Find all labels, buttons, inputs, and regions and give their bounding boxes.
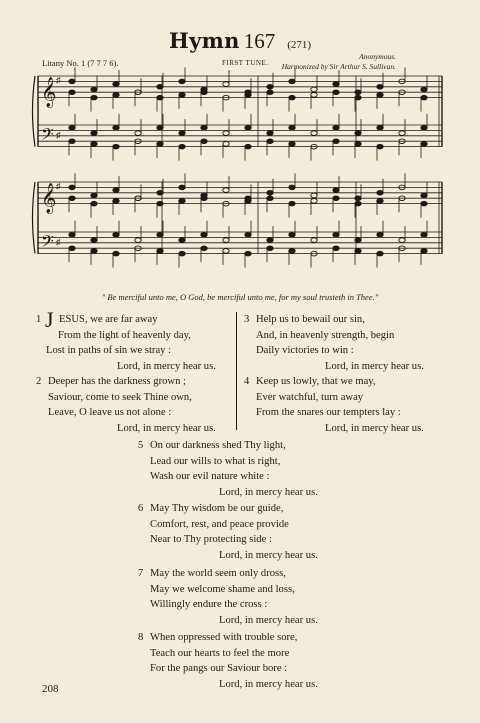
note (135, 131, 141, 136)
epigraph: " Be merciful unto me, O God, be merciful unto me, for my soul trusteth in Thee." (101, 292, 379, 302)
verse-number: 3 (244, 314, 250, 325)
note (333, 232, 339, 237)
note (333, 82, 339, 87)
note (201, 246, 207, 251)
verse-line: Deeper has the darkness grown ; (48, 376, 186, 387)
tune-name: Litany No. 1 (7 7 7 6). (42, 58, 119, 68)
note (421, 125, 427, 130)
note (377, 93, 383, 98)
verse-number: 7 (138, 568, 144, 579)
note (223, 188, 229, 193)
note (69, 79, 75, 84)
note (157, 95, 163, 100)
verse-line: Near to Thy protecting side : (150, 534, 272, 546)
note (267, 246, 273, 251)
note (157, 201, 163, 206)
note (69, 232, 75, 237)
verse-line: From the light of heavenly day, (58, 329, 191, 341)
note (311, 238, 317, 243)
note (69, 185, 75, 190)
note (91, 87, 97, 92)
note (311, 193, 317, 198)
note (311, 199, 317, 204)
note (355, 90, 361, 95)
note (179, 144, 185, 149)
note (113, 93, 119, 98)
verse-number: 6 (138, 503, 144, 514)
verse-8 (138, 630, 318, 693)
note (289, 95, 295, 100)
verse-line: Ever watchful, turn away (256, 391, 364, 403)
column-divider (236, 312, 237, 430)
verse-line: May the world seem only dross, (150, 568, 286, 579)
note (377, 199, 383, 204)
note (157, 191, 163, 196)
note (91, 249, 97, 254)
note (289, 185, 295, 190)
verse-line: May we welcome shame and loss, (150, 583, 295, 595)
note (355, 196, 361, 201)
note (399, 238, 405, 243)
note (355, 131, 361, 136)
note (245, 199, 251, 204)
note (157, 125, 163, 130)
note (267, 139, 273, 144)
note (245, 125, 251, 130)
key-signature: ♯ (56, 75, 61, 85)
note (91, 201, 97, 206)
verse-refrain: Lord, in mercy hear us. (219, 487, 318, 499)
note (267, 191, 273, 196)
note (179, 238, 185, 243)
note (179, 79, 185, 84)
note (69, 125, 75, 130)
bass-clef: 𝄢 (41, 124, 54, 149)
verse-line: Keep us lowly, that we may, (256, 376, 376, 387)
verse-line: When oppressed with trouble sore, (150, 632, 298, 643)
note (333, 188, 339, 193)
note (333, 139, 339, 144)
note (201, 125, 207, 130)
music-score (0, 0, 480, 290)
note (135, 238, 141, 243)
author: Anonymous. (359, 52, 396, 61)
note (311, 131, 317, 136)
harmonizer: Harmonized by Sir Arthur S. Sullivan. (281, 62, 396, 71)
note (157, 85, 163, 90)
verse-line: Leave, O leave us not alone : (48, 407, 172, 419)
verse-number: 4 (244, 376, 250, 387)
note (179, 185, 185, 190)
verse-refrain: Lord, in mercy hear us. (219, 550, 318, 562)
verse-number: 8 (138, 632, 144, 643)
note (267, 85, 273, 90)
note (289, 232, 295, 237)
note (201, 232, 207, 237)
note (289, 79, 295, 84)
verse-4 (244, 374, 424, 437)
note (421, 95, 427, 100)
note (333, 246, 339, 251)
verse-refrain: Lord, in mercy hear us. (325, 423, 424, 435)
note (113, 144, 119, 149)
title-number: 167 (243, 29, 276, 53)
note (267, 196, 273, 201)
tune-label: FIRST TUNE. (222, 59, 269, 67)
note (421, 193, 427, 198)
brace (33, 76, 36, 147)
treble-clef: 𝄞 (41, 77, 57, 108)
note (245, 232, 251, 237)
note (311, 87, 317, 92)
note (377, 251, 383, 256)
note (201, 139, 207, 144)
note (355, 238, 361, 243)
note (91, 95, 97, 100)
note (377, 144, 383, 149)
verse-line: Wash our evil nature white : (150, 471, 270, 483)
note (113, 82, 119, 87)
verse-1 (36, 307, 216, 375)
verse-line: Teach our hearts to feel the more (150, 647, 290, 659)
verse-line: Saviour, come to seek Thine own, (48, 391, 192, 403)
note (355, 249, 361, 254)
note (113, 188, 119, 193)
verse-5 (138, 438, 318, 501)
note (69, 246, 75, 251)
note (333, 125, 339, 130)
verse-line: For the pangs our Saviour bore : (150, 663, 288, 675)
note (69, 139, 75, 144)
verse-line: Daily victories to win : (256, 345, 354, 357)
note (179, 131, 185, 136)
note (179, 251, 185, 256)
note (223, 131, 229, 136)
note (377, 125, 383, 130)
note (245, 144, 251, 149)
note (377, 232, 383, 237)
treble-clef: 𝄞 (41, 183, 57, 214)
note (223, 249, 229, 254)
note (91, 193, 97, 198)
note (223, 238, 229, 243)
note (179, 93, 185, 98)
key-signature: ♯ (56, 181, 61, 191)
verse-7 (138, 566, 318, 629)
note (223, 142, 229, 147)
note (421, 142, 427, 147)
verse-line: ESUS, we are far away (59, 314, 158, 325)
bass-clef: 𝄢 (41, 231, 54, 256)
note (333, 196, 339, 201)
verse-line: Help us to bewail our sin, (256, 314, 365, 325)
note (245, 93, 251, 98)
verse-line: Willingly endure the cross : (150, 599, 268, 611)
note (157, 142, 163, 147)
verse-line: Lost in paths of sin we stray : (46, 345, 172, 357)
note (399, 131, 405, 136)
note (201, 90, 207, 95)
note (69, 90, 75, 95)
note (69, 196, 75, 201)
alt-number: (271) (287, 39, 312, 51)
verse-line: And, in heavenly strength, begin (256, 329, 395, 341)
note (113, 232, 119, 237)
note (245, 251, 251, 256)
note (223, 82, 229, 87)
note (91, 131, 97, 136)
note (377, 85, 383, 90)
note (421, 232, 427, 237)
brace (33, 182, 36, 254)
verse-line: From the snares our tempters lay : (256, 407, 401, 419)
verse-3 (244, 312, 424, 375)
note (267, 238, 273, 243)
note (267, 90, 273, 95)
verse-number: 2 (36, 376, 42, 387)
dropcap: J (45, 307, 54, 332)
verse-number: 5 (138, 440, 144, 451)
note (91, 142, 97, 147)
note (355, 142, 361, 147)
note (289, 125, 295, 130)
note (201, 196, 207, 201)
verse-refrain: Lord, in mercy hear us. (117, 423, 216, 435)
verse-6 (138, 501, 318, 564)
verse-number: 1 (36, 314, 42, 325)
note (113, 251, 119, 256)
key-signature: ♯ (56, 237, 61, 247)
key-signature: ♯ (56, 130, 61, 140)
verse-line: Comfort, rest, and peace provide (150, 518, 289, 530)
note (113, 199, 119, 204)
note (421, 249, 427, 254)
verse-refrain: Lord, in mercy hear us. (117, 361, 216, 373)
verse-line: Lead our wills to what is right, (150, 455, 281, 467)
note (355, 95, 361, 100)
note (377, 191, 383, 196)
verse-line: On our darkness shed Thy light, (150, 440, 286, 451)
note (333, 90, 339, 95)
verse-refrain: Lord, in mercy hear us. (219, 615, 318, 627)
note (311, 93, 317, 98)
verse-refrain: Lord, in mercy hear us. (325, 361, 424, 373)
note (91, 238, 97, 243)
page-number: 208 (42, 683, 59, 695)
note (289, 249, 295, 254)
note (179, 199, 185, 204)
note (157, 232, 163, 237)
verse-line: May Thy wisdom be our guide, (150, 503, 284, 514)
note (157, 249, 163, 254)
note (267, 131, 273, 136)
title-word: Hymn (168, 28, 240, 53)
note (289, 201, 295, 206)
note (113, 125, 119, 130)
note (421, 87, 427, 92)
verse-2 (36, 374, 216, 437)
note (289, 142, 295, 147)
verse-refrain: Lord, in mercy hear us. (219, 679, 318, 691)
note (421, 201, 427, 206)
note (355, 201, 361, 206)
